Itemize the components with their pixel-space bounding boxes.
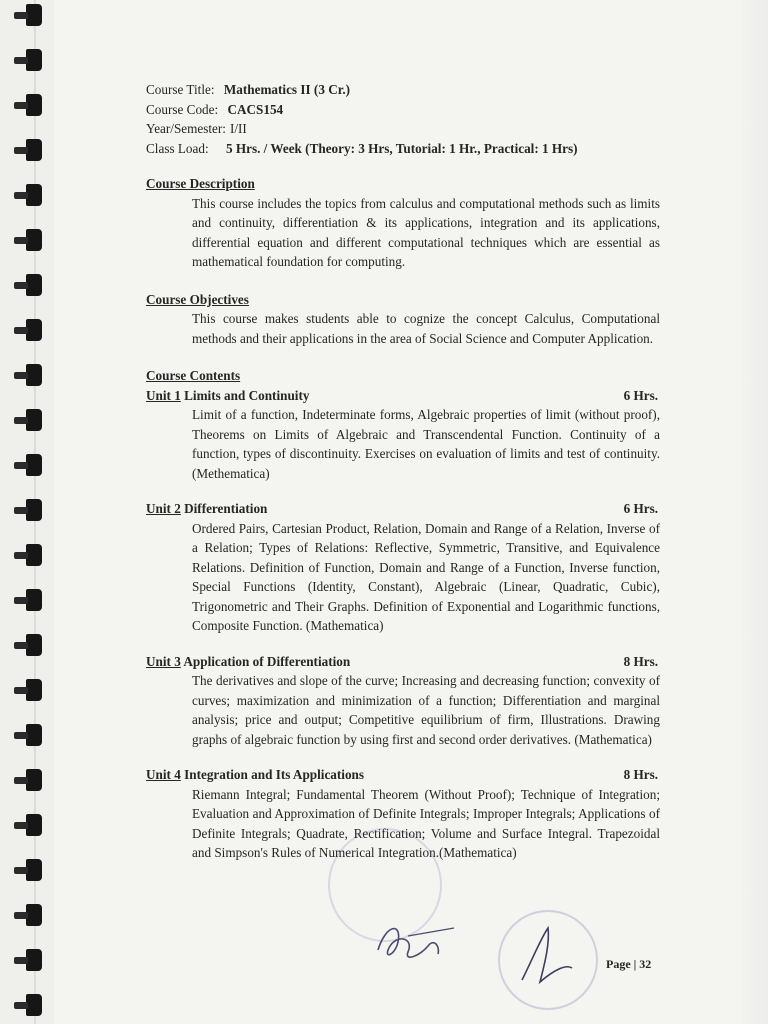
unit-hours: 8 Hrs.: [623, 653, 658, 669]
binding-ring: [26, 859, 42, 881]
binding-ring: [26, 724, 42, 746]
binding-ring: [26, 409, 42, 431]
course-objectives-text: This course makes students able to cognize the concept Calculus, Computational methods and their applications in the area of Social Science and Computer Application.: [192, 311, 660, 346]
unit-title: Limits and Continuity: [184, 387, 310, 403]
unit-text: Limit of a function, Indeterminate forms, Algebraic properties of limit (without proof), Theorems on Limits of Algebraic and Transcendental Function. Continuity of a function, types of discontinuity. Exercises on evaluation of limits and test of continuity. (Methematica): [192, 407, 660, 481]
unit-title: Differentiation: [184, 501, 268, 516]
binding-ring: [26, 904, 42, 926]
unit-header: [146, 386, 660, 406]
unit-header: [146, 765, 660, 785]
binding-ring: [26, 814, 42, 836]
course-meta: [146, 80, 660, 158]
unit-4: [146, 765, 660, 863]
unit-number: Unit 4: [146, 767, 181, 782]
course-description-heading: Course Description: [146, 176, 255, 191]
binding-ring: [26, 364, 42, 386]
year-semester-row: [146, 119, 660, 139]
course-objectives-section: [146, 290, 660, 349]
unit-header: [146, 652, 660, 672]
spiral-binding: [0, 0, 54, 1024]
binding-ring: [26, 274, 42, 296]
unit-number: Unit 3: [146, 653, 181, 669]
binding-ring: [26, 589, 42, 611]
unit-title: Integration and Its Applications: [184, 767, 365, 782]
binding-ring: [26, 94, 42, 116]
binding-ring: [26, 769, 42, 791]
course-contents-heading: Course Contents: [146, 368, 241, 383]
binding-ring: [26, 679, 42, 701]
binding-ring: [26, 454, 42, 476]
year-semester-value: I/II: [229, 121, 247, 136]
course-code-value: CACS154: [227, 101, 284, 117]
binding-ring: [26, 499, 42, 521]
class-load-row: [146, 139, 660, 159]
year-semester-label: Year/Semester:: [146, 121, 226, 136]
binding-ring: [26, 319, 42, 341]
binding-ring: [26, 49, 42, 71]
unit-hours: 6 Hrs.: [623, 501, 658, 516]
binding-ring: [26, 184, 42, 206]
binding-ring: [26, 994, 42, 1016]
course-contents-section: [146, 366, 660, 863]
course-objectives-heading: Course Objectives: [146, 291, 249, 307]
binding-ring: [26, 139, 42, 161]
course-title-row: [146, 80, 660, 100]
unit-1: [146, 386, 660, 484]
binding-ring: [26, 544, 42, 566]
signature-left: [368, 916, 464, 968]
unit-text: Ordered Pairs, Cartesian Product, Relation, Domain and Range of a Relation, Inverse of a Relation; Types of Relations: Reflective, Symmetric, Transitive, and Equivalence Relations. Definition of Function, Domain and Range of a Function, Inverse function, Special Functions (Identity, Constant), Algebraic (Linear, Quadratic, Cubic), Trigonometric and Their Graphs. Definition of Exponential and Logarithmic functions, Composite Function. (Mathematica): [192, 520, 660, 633]
binding-ring: [26, 229, 42, 251]
unit-3: [146, 652, 660, 750]
page-number: Page | 32: [606, 957, 652, 971]
unit-2: [146, 499, 660, 636]
unit-text: Riemann Integral; Fundamental Theorem (Without Proof); Technique of Integration; Evaluation and Approximation of Definite Integrals; Improper Integrals; Applications of Definite Integrals; Quadrate, Rectification; Volume and Surface Integral. Trapezoidal and Simpson's Rules of Numerical Integration.(Mathematica): [192, 786, 660, 860]
unit-number: Unit 2: [146, 501, 181, 516]
unit-hours: 6 Hrs.: [623, 387, 658, 403]
unit-title: Application of Differentiation: [183, 653, 351, 669]
class-load-value: 5 Hrs. / Week (Theory: 3 Hrs, Tutorial: 1 Hr., Practical: 1 Hrs): [225, 140, 578, 156]
binding-ring: [26, 4, 42, 26]
unit-number: Unit 1: [146, 387, 181, 403]
unit-hours: 8 Hrs.: [623, 767, 658, 782]
course-description-section: [146, 174, 660, 272]
unit-text: The derivatives and slope of the curve; Increasing and decreasing function; convexity of curves; maximization and minimization of a function; Differentiation and marginal analysis; price and output; Competitive equilibrium of firm, Illustrations. Drawing graphs of algebraic function by using first and second order derivatives. (Mathematica): [192, 673, 660, 747]
course-code-row: [146, 100, 660, 120]
page-edge-right: [738, 0, 768, 1024]
signature-right: [514, 920, 584, 990]
course-description-text: This course includes the topics from calculus and computational methods such as limits and continuity, differentiation & its applications, integration and its applications, differential equation and different computational techniques which are essential as mathematical foundation for computing.: [192, 195, 660, 269]
binding-ring: [26, 949, 42, 971]
syllabus-page: [146, 80, 660, 863]
class-load-label: Class Load:: [146, 140, 209, 156]
unit-header: [146, 499, 660, 519]
course-code-label: Course Code:: [146, 101, 219, 117]
binding-ring: [26, 634, 42, 656]
course-title-value: Mathematics II (3 Cr.): [223, 82, 351, 97]
course-title-label: Course Title:: [146, 82, 215, 97]
